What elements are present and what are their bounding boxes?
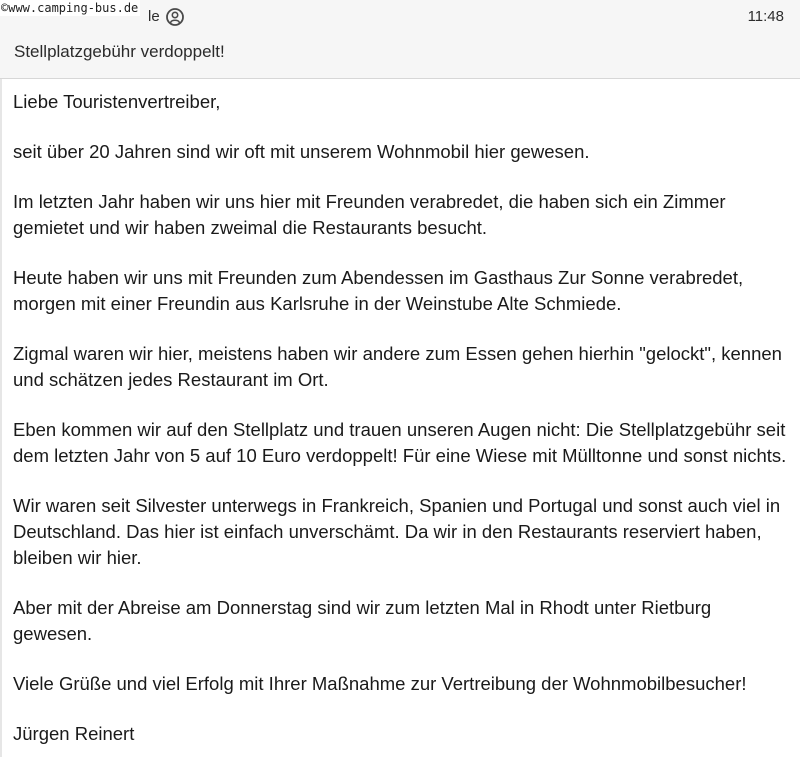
email-paragraph: Aber mit der Abreise am Donnerstag sind wir zum letzten Mal in Rhodt unter Rietburg gewesen. <box>13 597 712 644</box>
email-paragraph: seit über 20 Jahren sind wir oft mit unserem Wohnmobil hier gewesen. <box>13 141 590 162</box>
email-paragraph: Viele Grüße und viel Erfolg mit Ihrer Maßnahme zur Vertreibung der Wohnmobilbesucher! <box>13 673 747 694</box>
email-paragraph: Zigmal waren wir hier, meistens haben wir andere zum Essen gehen hierhin "gelockt", kennen und schätzen jedes Restaurant im Ort. <box>13 343 782 390</box>
email-paragraph: Heute haben wir uns mit Freunden zum Abendessen im Gasthaus Zur Sonne verabredet, morgen mit einer Freundin aus Karlsruhe in der Weinstube Alte Schmiede. <box>13 267 744 314</box>
email-paragraph: Liebe Touristenvertreiber, <box>13 91 221 112</box>
email-signature: Jürgen Reinert <box>13 723 135 744</box>
account-circle-icon[interactable] <box>166 8 184 26</box>
email-paragraph: Eben kommen wir auf den Stellplatz und trauen unseren Augen nicht: Die Stellplatzgebühr seit dem letzten Jahr von 5 auf 10 Euro verdoppelt! Für eine Wiese mit Mülltonne und sonst nichts. <box>13 419 787 466</box>
email-time: 11:48 <box>747 8 784 25</box>
email-paragraph: Wir waren seit Silvester unterwegs in Frankreich, Spanien und Portugal und sonst auch viel in Deutschland. Das hier ist einfach unverschämt. Da wir in den Restaurants reserviert haben, bleiben wir hier. <box>13 495 781 568</box>
sender-name[interactable]: le <box>148 8 160 25</box>
left-border <box>0 0 2 757</box>
watermark: ©www.camping-bus.de <box>1 1 139 15</box>
email-subject: Stellplatzgebühr verdoppelt! <box>14 42 225 61</box>
email-paragraph: Im letzten Jahr haben wir uns hier mit Freunden verabredet, die haben sich ein Zimmer gemietet und wir haben zweimal die Restaurants besucht. <box>13 191 726 238</box>
email-body <box>13 89 793 747</box>
